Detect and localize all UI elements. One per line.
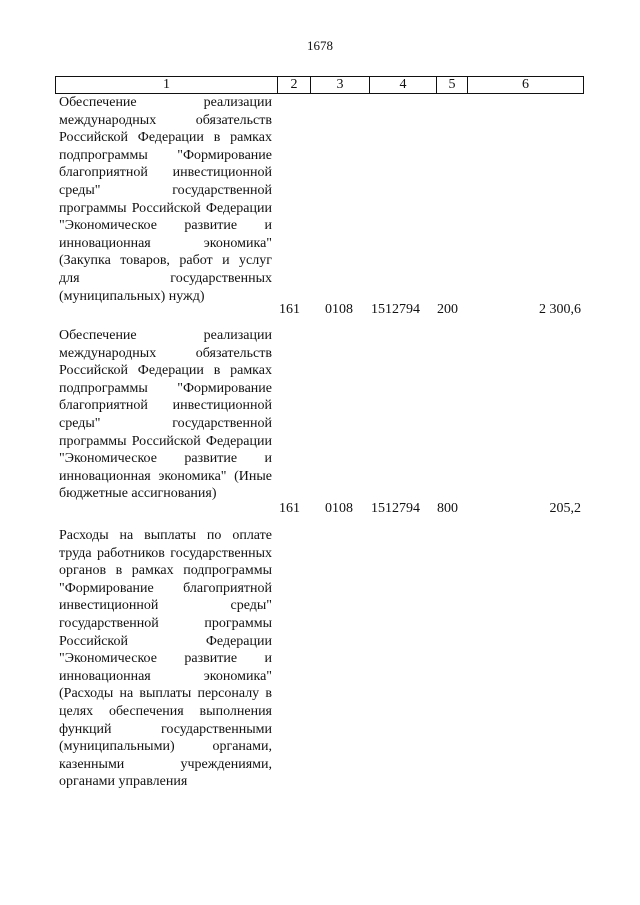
table-header — [55, 76, 584, 94]
row-col-3: 0108 — [325, 302, 353, 317]
row-col-2: 161 — [279, 501, 300, 516]
row-col-6: 2 300,6 — [539, 302, 581, 317]
header-col-5: 5 — [437, 77, 468, 94]
row-col-5: 800 — [437, 501, 458, 516]
row-col-3: 0108 — [325, 501, 353, 516]
row-col-2: 161 — [279, 302, 300, 317]
row-col-6: 205,2 — [549, 501, 581, 516]
header-col-4: 4 — [370, 77, 437, 94]
row-description: Обеспечение реализации международных обязательств Российской Федерации в рамках подпрограммы "Формирование благоприятной инвестиционной среды" государственной программы Российской Федерации "Экономическое развитие и инновационная экономика" (Закупка товаров, работ и услуг для государственных (муниципальных) нужд) — [59, 95, 272, 304]
row-description: Расходы на выплаты по оплате труда работников государственных органов в рамках подпрограммы "Формирование благоприятной инвестиционной среды" государственной программы Российской Федерации "Экономическое развитие и инновационная экономика" (Расходы на выплаты персоналу в целях обеспечения выполнения функций государственными (муниципальными) органами, казенными учреждениями, органами управления — [59, 528, 272, 790]
table-row — [59, 94, 272, 305]
row-col-4: 1512794 — [371, 501, 420, 516]
header-col-1: 1 — [56, 77, 278, 94]
table-row — [59, 327, 272, 503]
row-col-5: 200 — [437, 302, 458, 317]
page-number: 1678 — [307, 38, 333, 53]
header-col-3: 3 — [311, 77, 370, 94]
table-row — [59, 527, 272, 791]
row-description: Обеспечение реализации международных обязательств Российской Федерации в рамках подпрограммы "Формирование благоприятной инвестиционной среды" государственной программы Российской Федерации "Экономическое развитие и инновационная экономика" (Иные бюджетные ассигнования) — [59, 328, 272, 502]
header-col-6: 6 — [468, 77, 584, 94]
header-col-2: 2 — [278, 77, 311, 94]
row-col-4: 1512794 — [371, 302, 420, 317]
